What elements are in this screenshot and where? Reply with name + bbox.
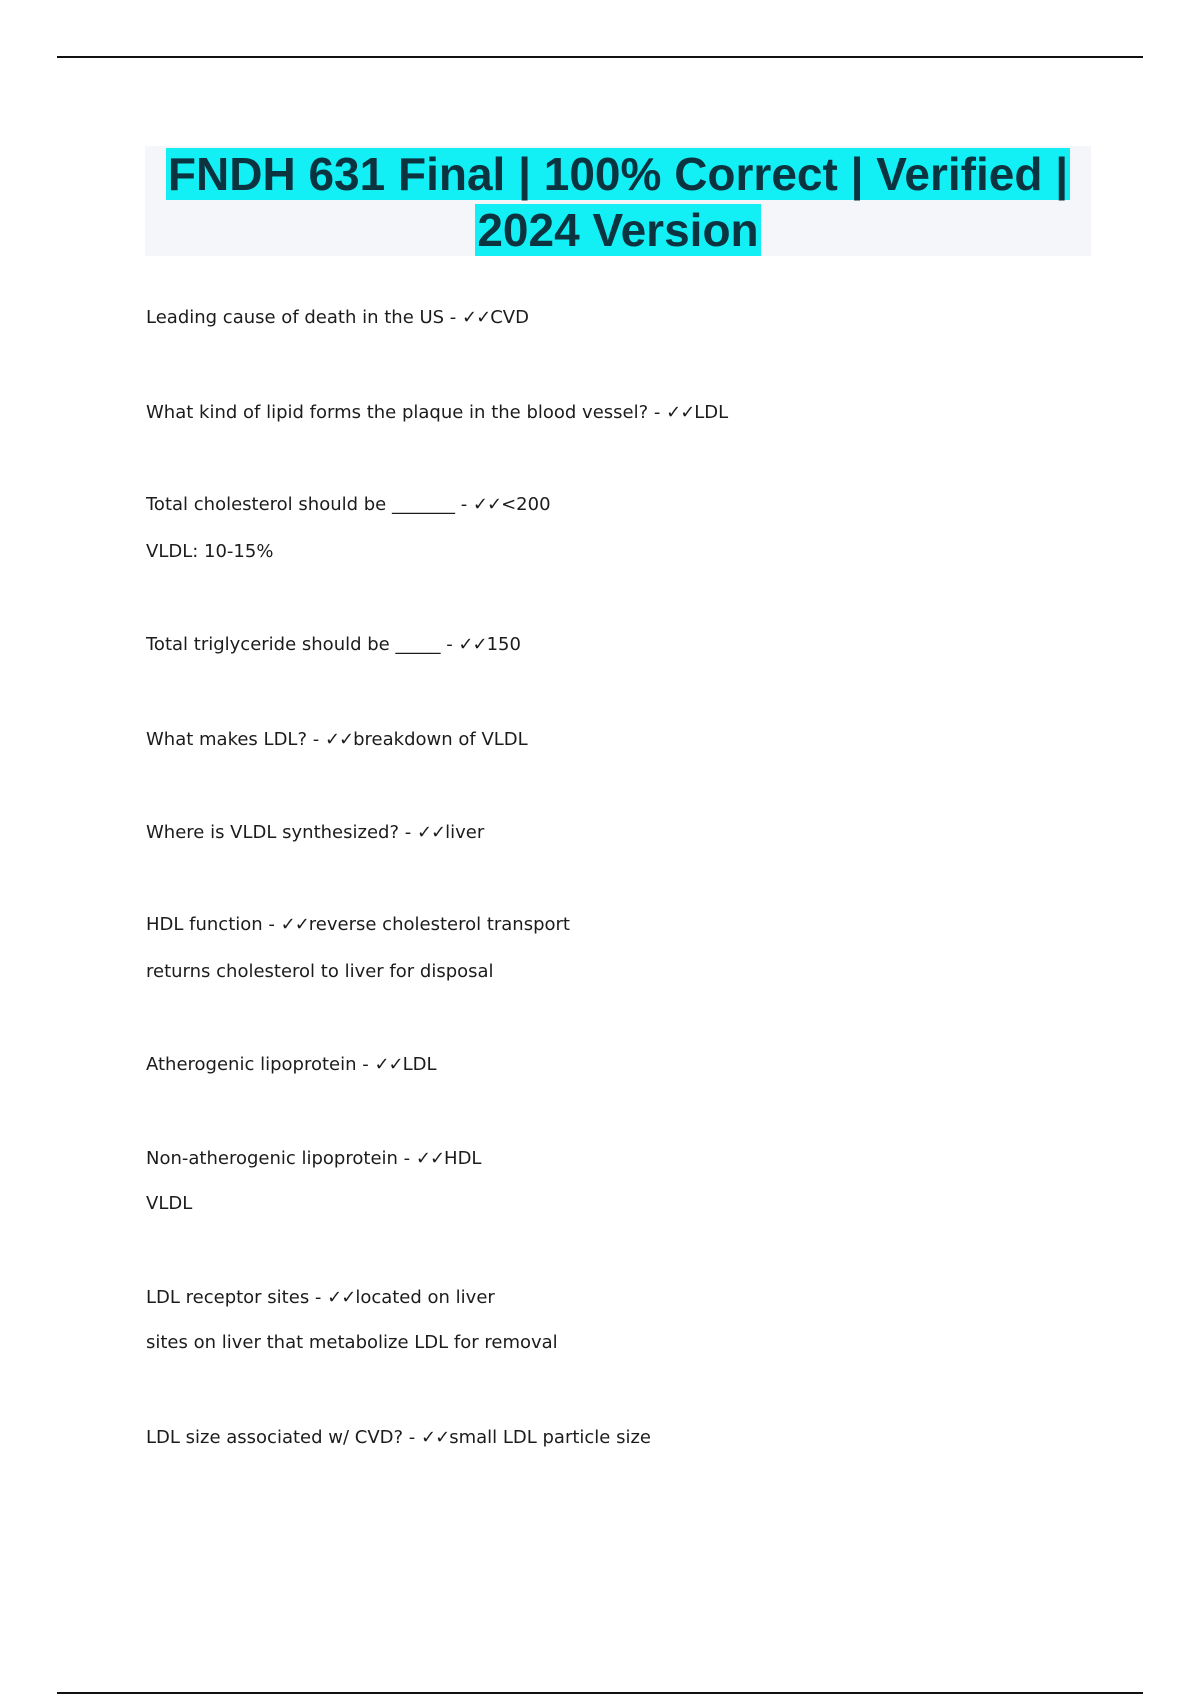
question-text: Leading cause of death in the US -: [146, 307, 463, 328]
qa-item-7-extra: returns cholesterol to liver for disposal: [146, 961, 494, 982]
qa-item-11: [146, 1426, 651, 1450]
answer-text: 150: [486, 634, 521, 655]
qa-item-4: [146, 633, 521, 657]
question-text: Total triglyceride should be _____ -: [146, 634, 459, 655]
qa-item-5: [146, 728, 528, 752]
double-check-icon: ✓✓: [416, 822, 446, 843]
double-check-icon: ✓✓: [472, 494, 502, 515]
answer-text: CVD: [490, 307, 529, 328]
answer-text: located on liver: [355, 1287, 495, 1308]
double-check-icon: ✓✓: [415, 1148, 445, 1169]
double-check-icon: ✓✓: [458, 634, 487, 655]
double-check-icon: ✓✓: [421, 1427, 450, 1448]
header-rule: [57, 56, 1143, 58]
qa-item-7: [146, 913, 570, 937]
question-text: LDL receptor sites -: [146, 1287, 328, 1308]
qa-item-10: [146, 1286, 495, 1310]
double-check-icon: ✓✓: [280, 914, 309, 935]
answer-text: reverse cholesterol transport: [308, 914, 570, 935]
question-text: What kind of lipid forms the plaque in the blood vessel? -: [146, 402, 667, 423]
answer-text: liver: [445, 822, 485, 843]
footer-rule: [57, 1692, 1143, 1694]
double-check-icon: ✓✓: [666, 402, 695, 423]
title-highlight: FNDH 631 Final | 100% Correct | Verified | 2024 Version: [167, 148, 1069, 256]
question-text: Non-atherogenic lipoprotein -: [146, 1148, 416, 1169]
question-text: LDL size associated w/ CVD? -: [146, 1427, 422, 1448]
qa-item-10-extra: sites on liver that metabolize LDL for removal: [146, 1332, 558, 1353]
double-check-icon: ✓✓: [324, 729, 354, 750]
qa-item-2: [146, 401, 728, 425]
double-check-icon: ✓✓: [374, 1054, 403, 1075]
qa-item-6: [146, 821, 484, 845]
answer-text: small LDL particle size: [449, 1427, 652, 1448]
answer-text: LDL: [694, 402, 729, 423]
answer-text: <200: [501, 494, 551, 515]
qa-item-1: [146, 306, 529, 330]
question-text: Where is VLDL synthesized? -: [146, 822, 417, 843]
qa-item-9: [146, 1147, 481, 1171]
answer-text: breakdown of VLDL: [353, 729, 528, 750]
double-check-icon: ✓✓: [327, 1287, 356, 1308]
qa-item-9-extra: VLDL: [146, 1193, 193, 1214]
title-banner: [145, 146, 1091, 256]
question-text: HDL function -: [146, 914, 281, 935]
answer-text: LDL: [402, 1054, 437, 1075]
question-text: Total cholesterol should be _______ -: [146, 494, 473, 515]
double-check-icon: ✓✓: [462, 307, 491, 328]
question-text: Atherogenic lipoprotein -: [146, 1054, 375, 1075]
qa-item-3: [146, 493, 551, 517]
question-text: What makes LDL? -: [146, 729, 325, 750]
answer-text: HDL: [444, 1148, 482, 1169]
qa-item-8: [146, 1053, 437, 1077]
qa-item-3-extra: VLDL: 10-15%: [146, 541, 274, 562]
document-title: [145, 146, 1091, 258]
